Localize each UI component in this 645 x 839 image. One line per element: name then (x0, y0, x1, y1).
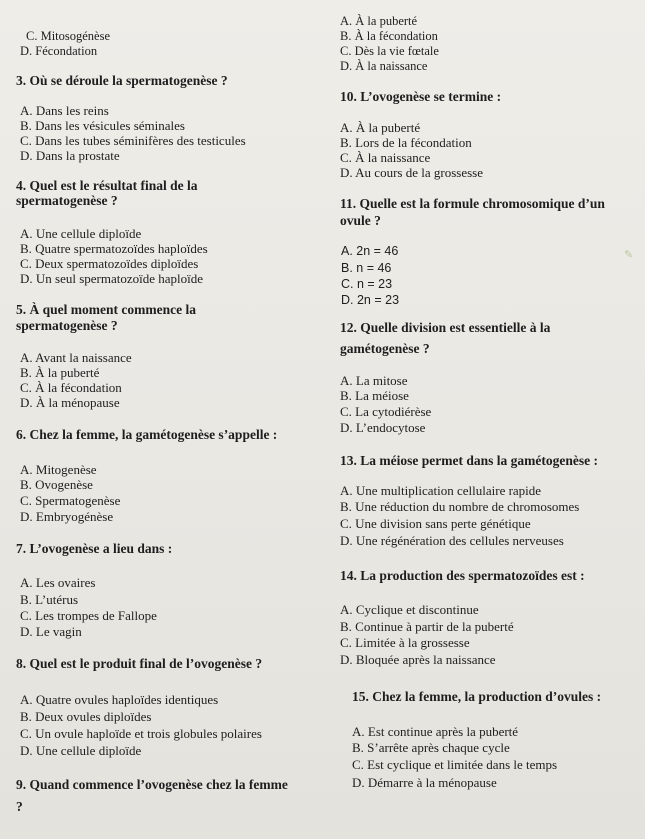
q2-option-a: A. À la puberté (340, 14, 418, 28)
q13-option-c: C. Une division sans perte génétique (340, 516, 531, 531)
q6-option-a: A. Mitogenèse (20, 462, 97, 477)
q2-option-d: D. Fécondation (20, 44, 98, 58)
question-9-line2: ? (16, 799, 23, 814)
q13-option-b: B. Une réduction du nombre de chromosomes (340, 499, 580, 514)
q2-option-d-right: D. À la naissance (340, 59, 428, 73)
q4-option-a: A. Une cellule diploïde (20, 226, 142, 241)
q4-option-d: D. Un seul spermatozoïde haploïde (20, 271, 204, 286)
pen-mark-icon: ✎ (624, 248, 634, 261)
q2-option-b: B. À la fécondation (340, 29, 438, 43)
q8-option-d: D. Une cellule diploïde (20, 743, 142, 758)
q11-option-a: A. 2n = 46 (341, 244, 399, 258)
q12-option-d: D. L’endocytose (340, 420, 426, 435)
q5-option-d: D. À la ménopause (20, 395, 120, 410)
q14-option-a: A. Cyclique et discontinue (340, 602, 479, 617)
q12-option-a: A. La mitose (340, 373, 408, 388)
q3-option-c: C. Dans les tubes séminifères des testicules (20, 133, 246, 148)
question-12-line1: 12. Quelle division est essentielle à la (340, 320, 551, 335)
question-3: 3. Où se déroule la spermatogenèse ? (16, 73, 228, 88)
question-8: 8. Quel est le produit final de l’ovogenèse ? (16, 656, 263, 671)
q8-option-c: C. Un ovule haploïde et trois globules polaires (20, 726, 262, 741)
q15-option-b: B. S’arrête après chaque cycle (352, 740, 510, 755)
q13-option-a: A. Une multiplication cellulaire rapide (340, 483, 542, 498)
question-12-line2: gamétogenèse ? (340, 341, 430, 356)
q8-option-b: B. Deux ovules diploïdes (20, 709, 152, 724)
q8-option-a: A. Quatre ovules haploïdes identiques (20, 692, 219, 707)
q12-option-b: B. La méiose (340, 388, 409, 403)
q13-option-d: D. Une régénération des cellules nerveuses (340, 533, 564, 548)
q3-option-b: B. Dans les vésicules séminales (20, 118, 185, 133)
q12-option-c: C. La cytodiérèse (340, 404, 432, 419)
q4-option-b: B. Quatre spermatozoïdes haploïdes (20, 241, 208, 256)
question-5-line2: spermatogenèse ? (16, 318, 118, 333)
q7-option-d: D. Le vagin (20, 624, 82, 639)
q7-option-c: C. Les trompes de Fallope (20, 608, 157, 623)
question-7: 7. L’ovogenèse a lieu dans : (16, 541, 173, 556)
q5-option-a: A. Avant la naissance (20, 350, 132, 365)
question-4-line2: spermatogenèse ? (16, 193, 118, 208)
question-14: 14. La production des spermatozoïdes est : (340, 568, 585, 583)
q11-option-b: B. n = 46 (341, 261, 392, 275)
q2-option-c: C. Mitosogénèse (26, 29, 111, 43)
q10-option-b: B. Lors de la fécondation (340, 135, 472, 150)
q7-option-b: B. L’utérus (20, 592, 79, 607)
q15-option-d: D. Démarre à la ménopause (352, 775, 497, 790)
q6-option-d: D. Embryogénèse (20, 509, 114, 524)
q10-option-a: A. À la puberté (340, 120, 421, 135)
q6-option-c: C. Spermatogenèse (20, 493, 121, 508)
q11-option-c: C. n = 23 (341, 277, 393, 291)
q15-option-c: C. Est cyclique et limitée dans le temps (352, 757, 558, 772)
q4-option-c: C. Deux spermatozoïdes diploïdes (20, 256, 199, 271)
q3-option-d: D. Dans la prostate (20, 148, 120, 163)
question-11-line1: 11. Quelle est la formule chromosomique d’un (340, 196, 605, 211)
q6-option-b: B. Ovogenèse (20, 477, 93, 492)
q7-option-a: A. Les ovaires (20, 575, 96, 590)
question-9-line1: 9. Quand commence l’ovogenèse chez la femme (16, 777, 288, 792)
question-5-line1: 5. À quel moment commence la (16, 302, 196, 317)
q14-option-b: B. Continue à partir de la puberté (340, 619, 514, 634)
q15-option-a: A. Est continue après la puberté (352, 724, 519, 739)
q3-option-a: A. Dans les reins (20, 103, 109, 118)
question-10: 10. L’ovogenèse se termine : (340, 89, 502, 104)
q10-option-c: C. À la naissance (340, 150, 431, 165)
question-11-line2: ovule ? (340, 213, 381, 228)
q14-option-d: D. Bloquée après la naissance (340, 652, 496, 667)
question-6: 6. Chez la femme, la gamétogenèse s’appelle : (16, 427, 278, 442)
question-4-line1: 4. Quel est le résultat final de la (16, 178, 198, 193)
q5-option-b: B. À la puberté (20, 365, 100, 380)
question-13: 13. La méiose permet dans la gamétogenèse : (340, 453, 598, 468)
q2-option-c-right: C. Dès la vie fœtale (340, 44, 439, 58)
q10-option-d: D. Au cours de la grossesse (340, 165, 483, 180)
q11-option-d: D. 2n = 23 (341, 293, 400, 307)
q14-option-c: C. Limitée à la grossesse (340, 635, 470, 650)
q5-option-c: C. À la fécondation (20, 380, 122, 395)
question-15: 15. Chez la femme, la production d’ovules : (352, 689, 602, 704)
